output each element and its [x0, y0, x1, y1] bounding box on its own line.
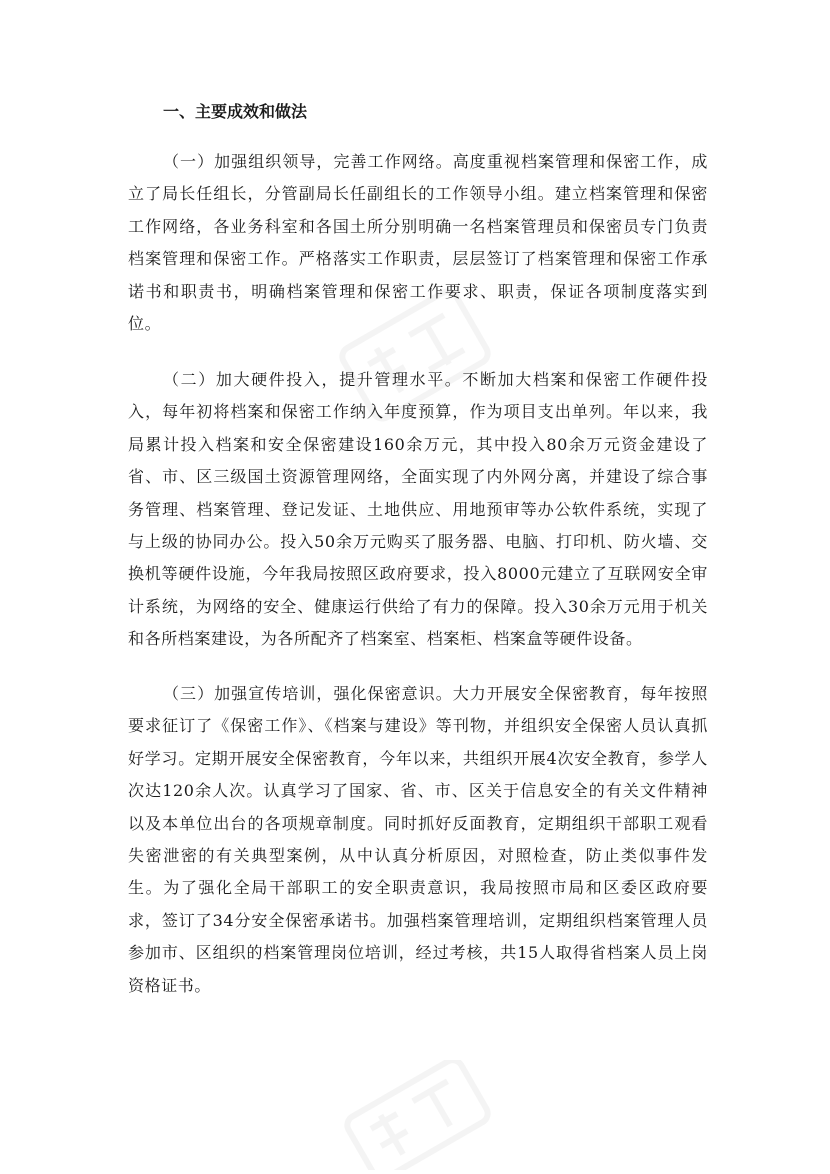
section-heading: 一、主要成效和做法: [163, 102, 308, 121]
watermark-logo-icon: [330, 1060, 500, 1170]
paragraph-hardware: （二）加大硬件投入，提升管理水平。不断加大档案和保密工作硬件投入，每年初将档案和保密工作纳入年度预算，作为项目支出单列。年以来，我局累计投入档案和安全保密建设160余万元，其中投入80余万元资金建设了省、市、区三级国土资源管理网络，全面实现了内外网分离，并建设了综合事务管理、档案管理、登记发证、土地供应、用地预审等办公软件系统，实现了与上级的协同办公。投入50余万元购买了服务器、电脑、打印机、防火墙、交换机等硬件设施，今年我局按照区政府要求，投入8000元建立了互联网安全审计系统，为网络的安全、健康运行供给了有力的保障。投入30余万元用于机关和各所档案建设，为各所配齐了档案室、档案柜、档案盒等硬件设备。: [128, 370, 708, 649]
paragraph-organization: （一）加强组织领导，完善工作网络。高度重视档案管理和保密工作，成立了局长任组长，分管副局长任副组长的工作领导小组。建立档案管理和保密工作网络，各业务科室和各国土所分别明确一名档案管理员和保密员专门负责档案管理和保密工作。严格落实工作职责，层层签订了档案管理和保密工作承诺书和职责书，明确档案管理和保密工作要求、职责，保证各项制度落实到位。: [128, 152, 708, 334]
paragraph-training: （三）加强宣传培训，强化保密意识。大力开展安全保密教育，每年按照要求征订了《保密工作》、《档案与建设》等刊物，并组织安全保密人员认真抓好学习。定期开展安全保密教育，今年以来，共组织开展4次安全教育，参学人次达120余人次。认真学习了国家、省、市、区关于信息安全的有关文件精神以及本单位出台的各项规章制度。同时抓好反面教育，定期组织干部职工观看失密泄密的有关典型案例，从中认真分析原因，对照检查，防止类似事件发生。为了强化全局干部职工的安全职责意识，我局按照市局和区委区政府要求，签订了34分安全保密承诺书。加强档案管理培训，定期组织档案管理人员参加市、区组织的档案管理岗位培训，经过考核，共15人取得省档案人员上岗资格证书。: [128, 684, 708, 995]
